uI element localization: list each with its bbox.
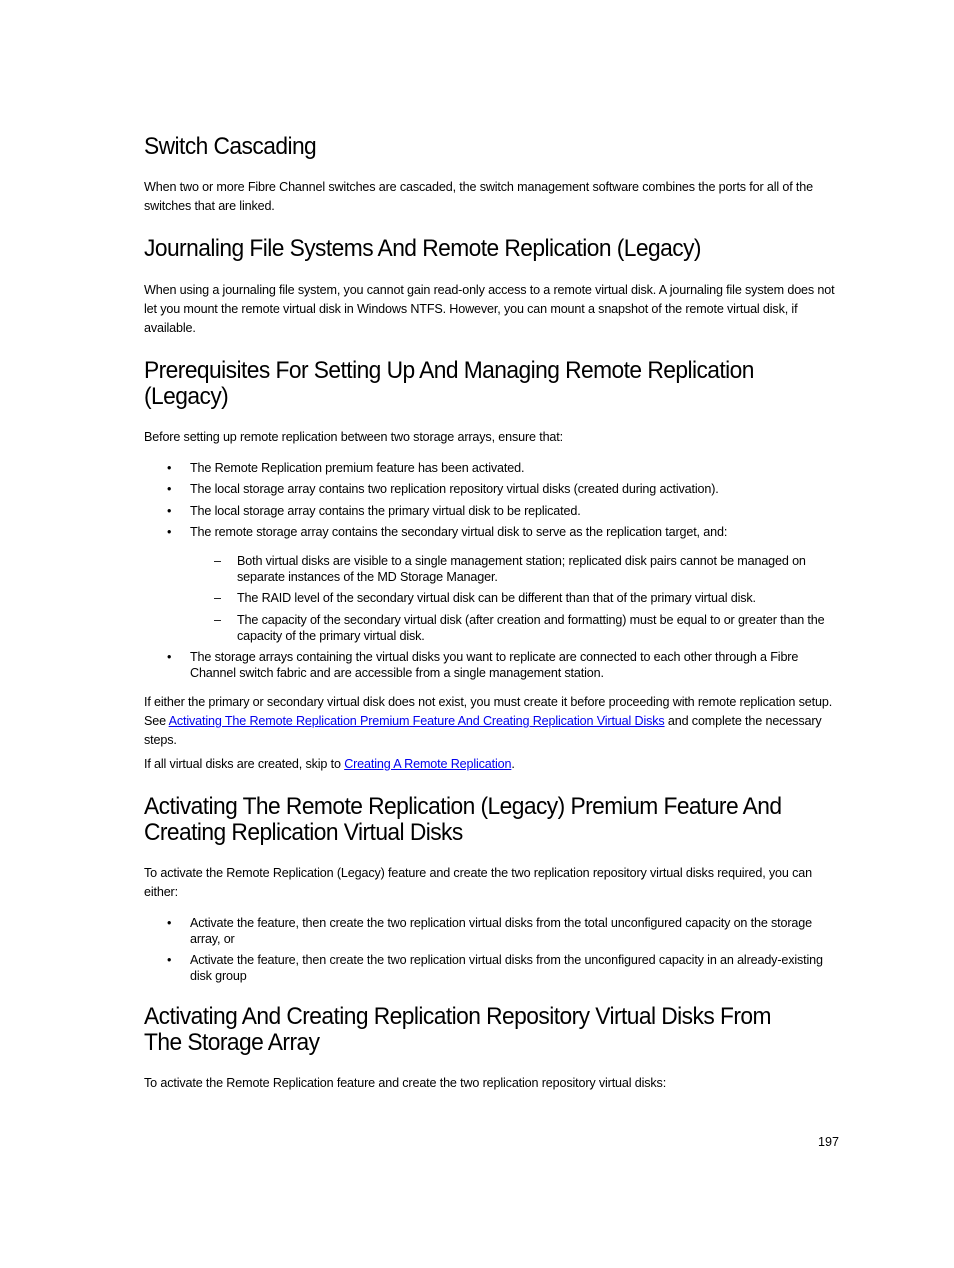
link-creating-remote-replication[interactable]: Creating A Remote Replication [344, 757, 512, 771]
dash-marker: – [214, 554, 221, 568]
bullet-marker: • [167, 461, 172, 475]
bullet-marker: • [167, 525, 172, 539]
list-item-text: The remote storage array contains the secondary virtual disk to serve as the replication target, and: [190, 525, 728, 539]
heading-journaling: Journaling File Systems And Remote Replication (Legacy) [144, 235, 701, 262]
list-item-text: The Remote Replication premium feature has been activated. [190, 461, 525, 475]
heading-switch-cascading: Switch Cascading [144, 133, 317, 160]
bullet-marker: • [167, 482, 172, 496]
text: . [511, 757, 515, 771]
list-item-text: The local storage array contains two replication repository virtual disks (created during activation). [190, 482, 719, 496]
heading-activating-premium-feature [144, 794, 842, 846]
text: If all virtual disks are created, skip to [144, 757, 345, 771]
heading-prerequisites-line2: (Legacy) [144, 383, 229, 410]
paragraph-switch-cascading: When two or more Fibre Channel switches are cascaded, the switch management software combines the ports for all of the switches that are linked. [144, 180, 813, 213]
text: If either the primary or secondary virtual disk does not exist, you must create it before proceeding with remote replication setup. See [144, 695, 833, 728]
list-item-text: The storage arrays containing the virtual disks you want to replicate are connected to each other through a Fibre Channel switch fabric and are accessible from a single management station. [190, 650, 799, 680]
heading-line2: The Storage Array [144, 1029, 320, 1056]
sub-list-item-text: Both virtual disks are visible to a single management station; replicated disk pairs cannot be managed on separate instances of the MD Storage Manager. [237, 554, 806, 584]
heading-prerequisites-line1: Prerequisites For Setting Up And Managing Remote Replication [144, 357, 754, 384]
dash-marker: – [214, 613, 221, 627]
list-item-text: Activate the feature, then create the two replication virtual disks from the total unconfigured capacity on the storage array, or [190, 916, 812, 946]
paragraph-prerequisites-skip [144, 755, 840, 774]
bullet-marker: • [167, 650, 172, 664]
list-item-text: The local storage array contains the primary virtual disk to be replicated. [190, 504, 581, 518]
sub-list-item-text: The RAID level of the secondary virtual disk can be different than that of the primary virtual disk. [237, 591, 756, 605]
heading-line1: Activating And Creating Replication Repository Virtual Disks From [144, 1003, 771, 1030]
bullet-marker: • [167, 953, 172, 967]
paragraph-storage-array-intro: To activate the Remote Replication feature and create the two replication repository virtual disks: [144, 1076, 667, 1090]
heading-line2: Creating Replication Virtual Disks [144, 819, 463, 846]
paragraph-prerequisites-intro: Before setting up remote replication between two storage arrays, ensure that: [144, 430, 563, 444]
paragraph-journaling: When using a journaling file system, you cannot gain read-only access to a remote virtual disk. A journaling file system does not let you mount the remote virtual disk in Windows NTFS. However, you can mount a snapshot of the remote virtual disk, if available. [144, 283, 835, 335]
heading-line1: Activating The Remote Replication (Legacy) Premium Feature And [144, 793, 782, 820]
bullet-marker: • [167, 916, 172, 930]
paragraph-prerequisites-see [144, 693, 840, 750]
paragraph-activating-intro: To activate the Remote Replication (Legacy) feature and create the two replication repository virtual disks required, you can either: [144, 866, 812, 899]
list-item-text: Activate the feature, then create the two replication virtual disks from the unconfigured capacity in an already-existing disk group [190, 953, 823, 983]
sub-list-item-text: The capacity of the secondary virtual disk (after creation and formatting) must be equal to or greater than the capacity of the primary virtual disk. [237, 613, 825, 643]
text: and complete the necessary steps. [144, 714, 822, 747]
bullet-marker: • [167, 504, 172, 518]
heading-prerequisites [144, 358, 842, 410]
dash-marker: – [214, 591, 221, 605]
link-activating-remote-replication[interactable]: Activating The Remote Replication Premium Feature And Creating Replication Virtual Disks [168, 714, 665, 728]
heading-activating-from-storage-array [144, 1004, 842, 1056]
page-number: 197 [818, 1135, 840, 1149]
